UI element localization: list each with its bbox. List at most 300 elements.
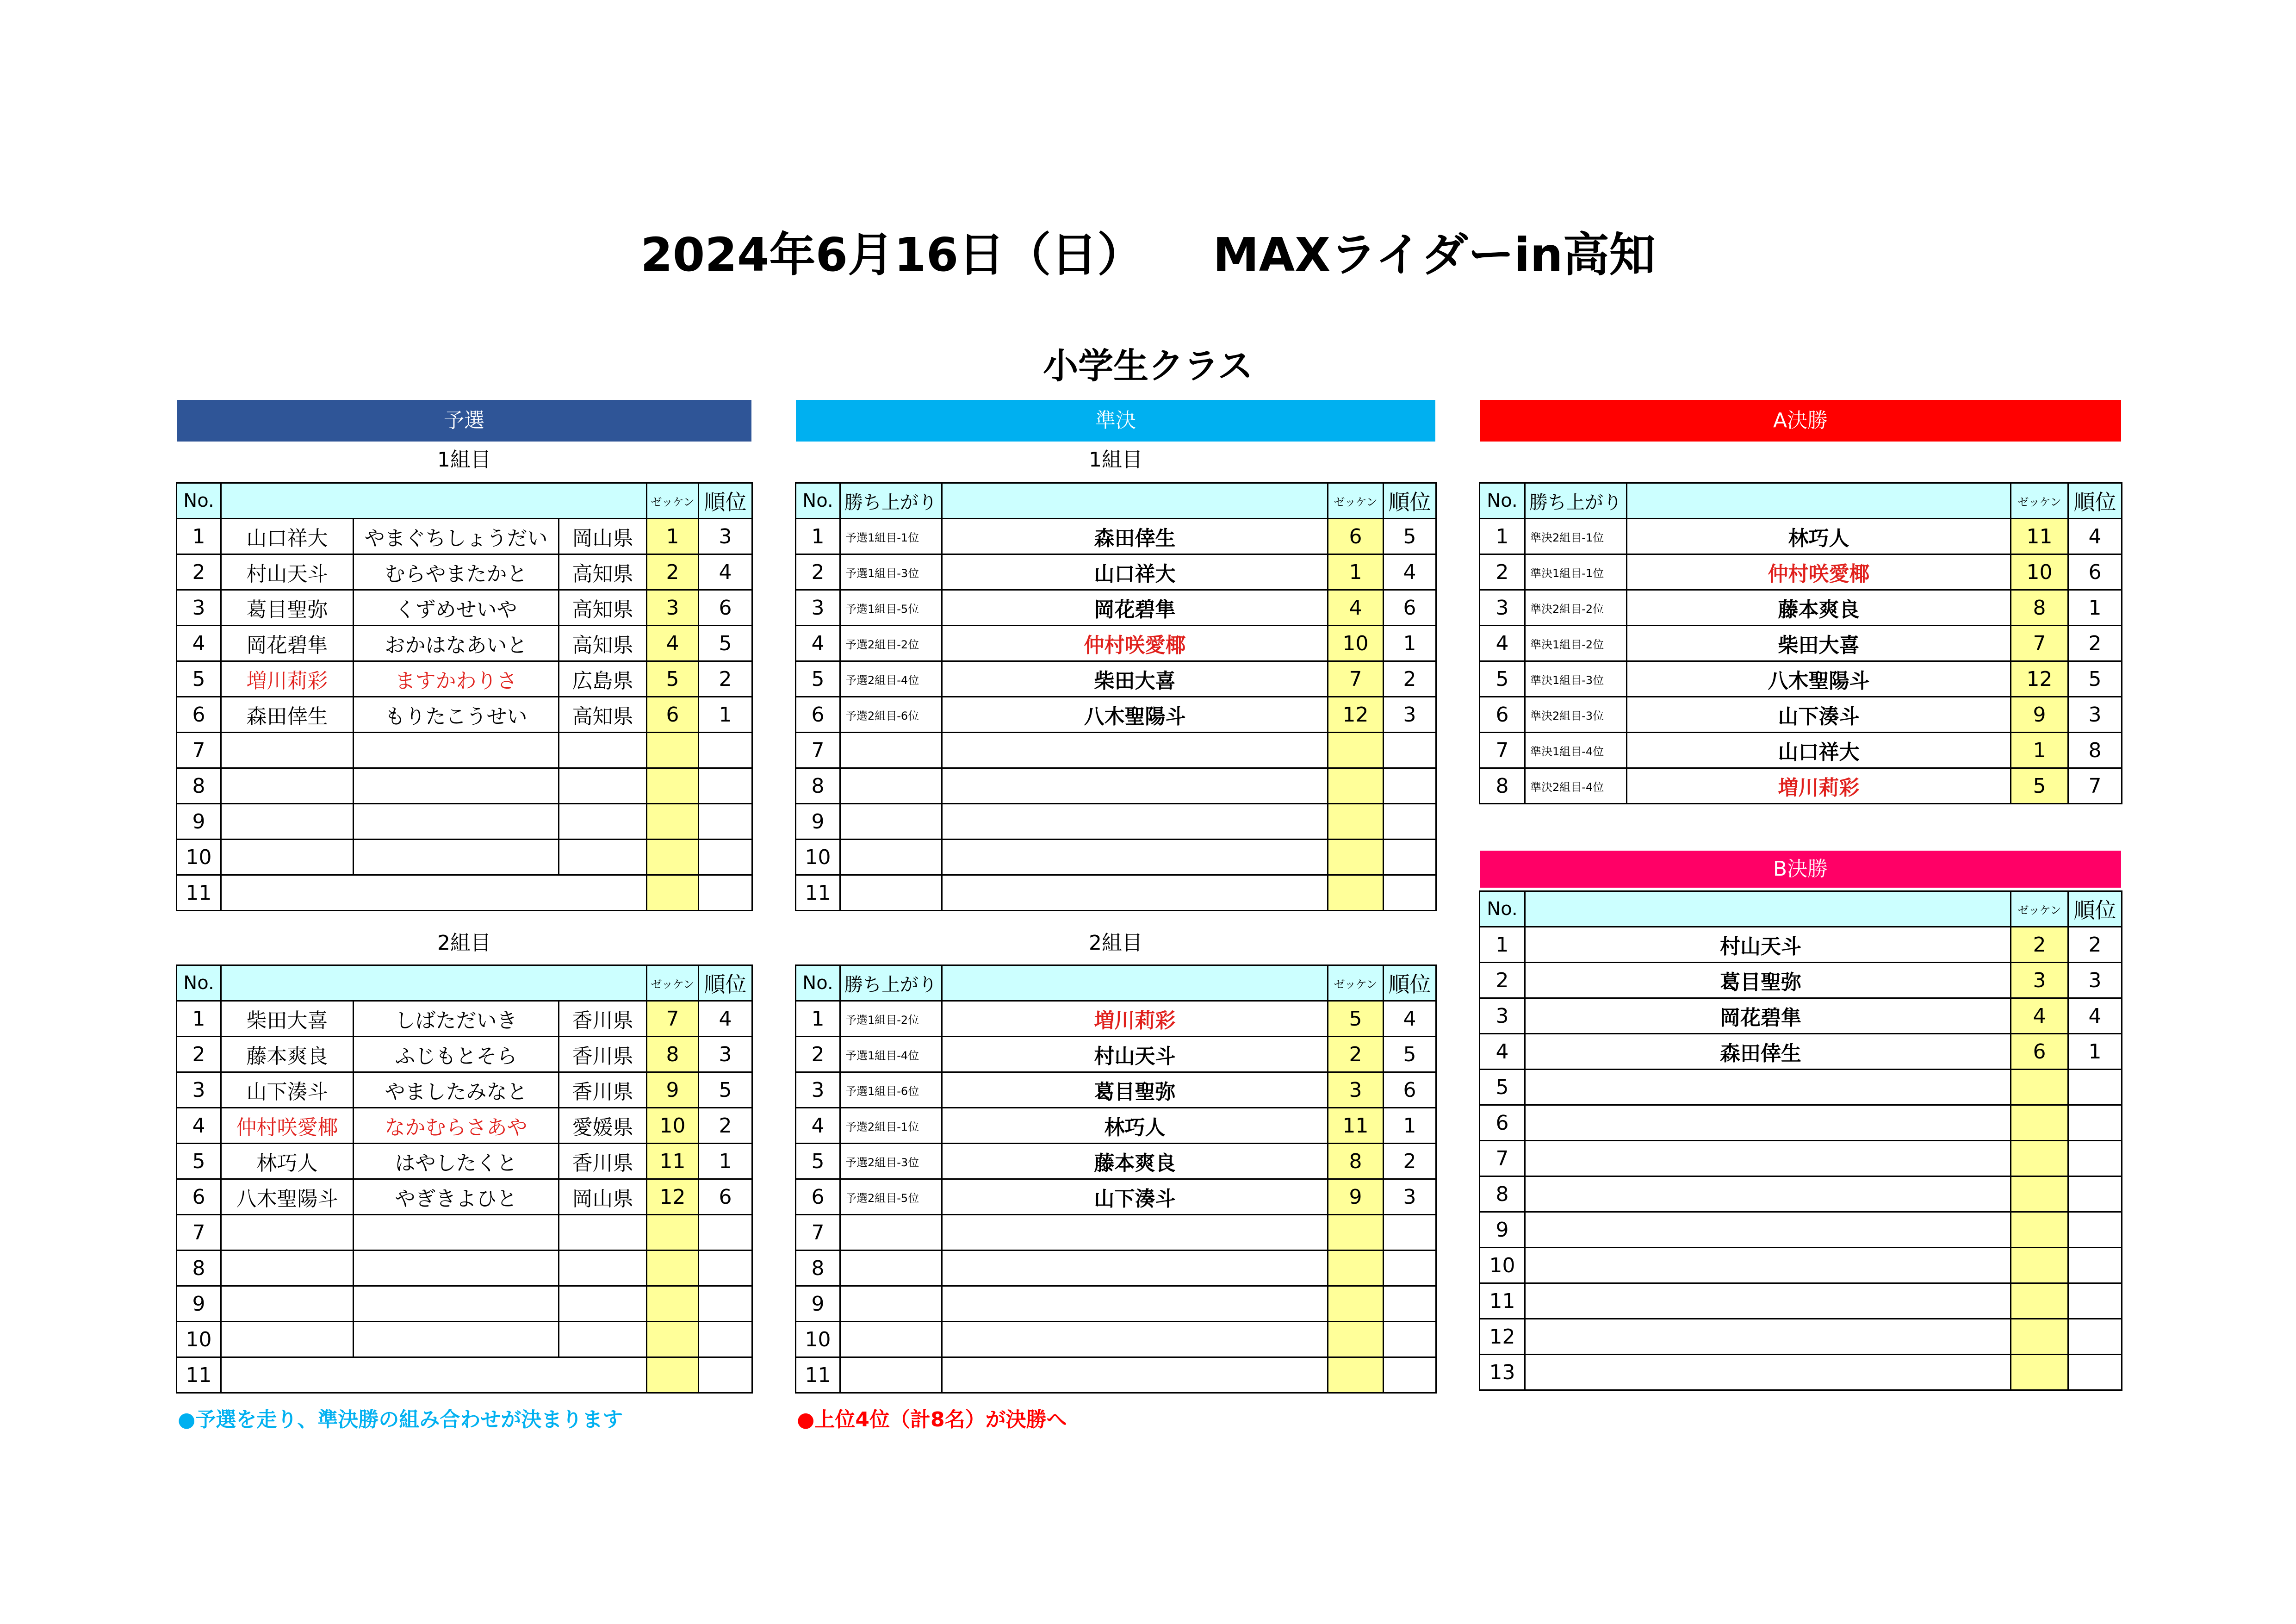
table-row xyxy=(1480,733,2122,768)
rank xyxy=(2068,1105,2122,1141)
table-row xyxy=(1480,963,2122,998)
zekken: 2 xyxy=(1328,1037,1384,1072)
advanced-from: 予選2組目-1位 xyxy=(840,1108,942,1144)
header-from: 勝ち上がり xyxy=(1525,483,1627,519)
table-row xyxy=(796,875,1436,911)
junketsu-group2-label: 2組目 xyxy=(1089,931,1142,955)
table-row xyxy=(796,1286,1436,1322)
row-no: 4 xyxy=(1480,626,1525,661)
row-no: 3 xyxy=(1480,998,1525,1034)
rider-kana xyxy=(354,804,559,840)
class-title: 小学生クラス xyxy=(1043,345,1253,386)
yosen-group2-label: 2組目 xyxy=(437,931,491,955)
table-row xyxy=(796,1215,1436,1251)
row-no: 8 xyxy=(796,768,840,804)
rider-name: 林巧人 xyxy=(221,1144,354,1179)
header-rank: 順位 xyxy=(1384,483,1436,519)
rank xyxy=(2068,1141,2122,1176)
row-no: 10 xyxy=(796,1322,840,1357)
rider-name: 八木聖陽斗 xyxy=(942,697,1328,733)
rider-prefecture: 広島県 xyxy=(559,661,647,697)
header-no: No. xyxy=(1480,891,1525,927)
row-no: 5 xyxy=(796,661,840,697)
advanced-from: 予選1組目-3位 xyxy=(840,554,942,590)
header-zekken: ゼッケン xyxy=(647,965,699,1001)
rank xyxy=(1384,840,1436,875)
zekken xyxy=(647,804,699,840)
header-row xyxy=(1480,483,2122,519)
advanced-from: 予選2組目-2位 xyxy=(840,626,942,661)
zekken xyxy=(2011,1212,2068,1248)
row-no: 1 xyxy=(1480,519,1525,554)
zekken: 1 xyxy=(647,519,699,554)
rank: 3 xyxy=(2068,963,2122,998)
zekken: 12 xyxy=(647,1179,699,1215)
table-row xyxy=(1480,1176,2122,1212)
rank: 1 xyxy=(2068,1034,2122,1070)
rider-kana: しばただいき xyxy=(354,1001,559,1037)
zekken xyxy=(1328,768,1384,804)
rider-name: 藤本爽良 xyxy=(942,1144,1328,1179)
rider-prefecture xyxy=(559,768,647,804)
rank xyxy=(699,1215,752,1251)
table-row xyxy=(1480,590,2122,626)
rider-prefecture: 高知県 xyxy=(559,697,647,733)
rider-name: 村山天斗 xyxy=(221,554,354,590)
table-row xyxy=(796,590,1436,626)
zekken xyxy=(647,1357,699,1393)
table-row xyxy=(796,1108,1436,1144)
table-row xyxy=(1480,661,2122,697)
row-no: 1 xyxy=(796,519,840,554)
row-no: 8 xyxy=(796,1251,840,1286)
rank: 4 xyxy=(1384,1001,1436,1037)
table-row xyxy=(177,1215,752,1251)
zekken: 7 xyxy=(647,1001,699,1037)
zekken: 2 xyxy=(2011,927,2068,963)
rider-name xyxy=(1525,1212,2011,1248)
rider-kana xyxy=(354,768,559,804)
table-row xyxy=(177,1001,752,1037)
advanced-from: 予選1組目-1位 xyxy=(840,519,942,554)
row-no: 8 xyxy=(1480,1176,1525,1212)
table-row xyxy=(177,1179,752,1215)
rider-name xyxy=(942,1251,1328,1286)
rank xyxy=(699,1286,752,1322)
rider-prefecture: 岡山県 xyxy=(559,1179,647,1215)
rider-name: 山下湊斗 xyxy=(942,1179,1328,1215)
rider-kana xyxy=(354,1215,559,1251)
rider-name: 柴田大喜 xyxy=(221,1001,354,1037)
header-row xyxy=(796,965,1436,1001)
zekken: 11 xyxy=(2011,519,2068,554)
row-no: 5 xyxy=(177,661,221,697)
table-row xyxy=(1480,1283,2122,1319)
rank xyxy=(699,804,752,840)
zekken: 3 xyxy=(2011,963,2068,998)
junketsu-banner: 準決 xyxy=(796,400,1435,442)
a-final-banner: A決勝 xyxy=(1480,400,2121,442)
table-row xyxy=(1480,554,2122,590)
rank: 2 xyxy=(1384,661,1436,697)
rider-name xyxy=(1525,1070,2011,1105)
rank xyxy=(2068,1283,2122,1319)
row-no: 2 xyxy=(1480,963,1525,998)
zekken: 12 xyxy=(1328,697,1384,733)
table-row xyxy=(796,804,1436,840)
rider-prefecture: 香川県 xyxy=(559,1001,647,1037)
table-row xyxy=(1480,1141,2122,1176)
yosen-banner: 予選 xyxy=(177,400,751,442)
zekken: 7 xyxy=(1328,661,1384,697)
advanced-from: 予選1組目-5位 xyxy=(840,590,942,626)
row-no: 6 xyxy=(1480,697,1525,733)
rank: 5 xyxy=(1384,519,1436,554)
rank xyxy=(2068,1070,2122,1105)
advanced-from xyxy=(840,804,942,840)
advanced-from: 予選2組目-5位 xyxy=(840,1179,942,1215)
header-blank xyxy=(221,965,647,1001)
header-row xyxy=(1480,891,2122,927)
row-no: 10 xyxy=(177,1322,221,1357)
rank xyxy=(1384,1215,1436,1251)
rank: 2 xyxy=(699,1108,752,1144)
rider-kana: ますかわりさ xyxy=(354,661,559,697)
zekken: 5 xyxy=(647,661,699,697)
rider-name xyxy=(221,733,354,768)
table-row xyxy=(177,590,752,626)
table-row xyxy=(796,1001,1436,1037)
rank xyxy=(2068,1176,2122,1212)
rider-prefecture: 香川県 xyxy=(559,1144,647,1179)
rider-prefecture xyxy=(559,733,647,768)
rank: 7 xyxy=(2068,768,2122,804)
header-zekken: ゼッケン xyxy=(2011,483,2068,519)
rider-name xyxy=(221,1286,354,1322)
row-no: 6 xyxy=(177,1179,221,1215)
header-row xyxy=(796,483,1436,519)
table-row xyxy=(796,697,1436,733)
rank: 6 xyxy=(699,590,752,626)
header-no: No. xyxy=(177,483,221,519)
rank xyxy=(2068,1319,2122,1355)
rider-kana: くずめせいや xyxy=(354,590,559,626)
advanced-from: 準決1組目-2位 xyxy=(1525,626,1627,661)
empty-merged xyxy=(221,875,647,911)
table-row xyxy=(177,519,752,554)
zekken: 5 xyxy=(2011,768,2068,804)
zekken: 4 xyxy=(1328,590,1384,626)
rider-prefecture: 愛媛県 xyxy=(559,1108,647,1144)
table-row xyxy=(177,1357,752,1393)
rider-name xyxy=(221,840,354,875)
zekken xyxy=(1328,875,1384,911)
zekken: 10 xyxy=(2011,554,2068,590)
rider-name: 八木聖陽斗 xyxy=(1627,661,2011,697)
table-row xyxy=(1480,1319,2122,1355)
rider-prefecture: 香川県 xyxy=(559,1037,647,1072)
table-row xyxy=(796,840,1436,875)
table-row xyxy=(796,661,1436,697)
header-blank xyxy=(942,483,1328,519)
table-row xyxy=(796,626,1436,661)
table-row xyxy=(796,1037,1436,1072)
rank: 6 xyxy=(2068,554,2122,590)
row-no: 9 xyxy=(796,1286,840,1322)
row-no: 1 xyxy=(177,519,221,554)
rank xyxy=(1384,875,1436,911)
rider-kana xyxy=(354,840,559,875)
table-row xyxy=(177,554,752,590)
rider-name xyxy=(942,768,1328,804)
row-no: 6 xyxy=(177,697,221,733)
rank: 5 xyxy=(699,626,752,661)
table-row xyxy=(1480,1248,2122,1283)
row-no: 11 xyxy=(796,875,840,911)
row-no: 5 xyxy=(1480,1070,1525,1105)
rank: 3 xyxy=(2068,697,2122,733)
row-no: 9 xyxy=(177,804,221,840)
rider-prefecture: 岡山県 xyxy=(559,519,647,554)
zekken: 3 xyxy=(1328,1072,1384,1108)
rider-name: 山下湊斗 xyxy=(221,1072,354,1108)
yosen-group1-table xyxy=(176,482,753,911)
row-no: 4 xyxy=(1480,1034,1525,1070)
zekken xyxy=(647,1322,699,1357)
row-no: 3 xyxy=(177,590,221,626)
row-no: 2 xyxy=(796,554,840,590)
row-no: 7 xyxy=(796,733,840,768)
advanced-from: 準決2組目-1位 xyxy=(1525,519,1627,554)
rider-name: 山下湊斗 xyxy=(1627,697,2011,733)
junketsu-group1-table xyxy=(795,482,1437,911)
header-zekken: ゼッケン xyxy=(647,483,699,519)
rider-name: 村山天斗 xyxy=(1525,927,2011,963)
advanced-from: 予選2組目-4位 xyxy=(840,661,942,697)
row-no: 8 xyxy=(1480,768,1525,804)
advanced-from xyxy=(840,875,942,911)
zekken: 6 xyxy=(647,697,699,733)
row-no: 7 xyxy=(1480,1141,1525,1176)
rider-name: 仲村咲愛椰 xyxy=(1627,554,2011,590)
advanced-from xyxy=(840,1286,942,1322)
header-blank xyxy=(942,965,1328,1001)
advanced-from xyxy=(840,1251,942,1286)
row-no: 11 xyxy=(177,1357,221,1393)
zekken xyxy=(1328,733,1384,768)
rank xyxy=(699,1357,752,1393)
rank xyxy=(699,875,752,911)
rank: 5 xyxy=(1384,1037,1436,1072)
rider-name xyxy=(942,804,1328,840)
rider-name: 森田倖生 xyxy=(1525,1034,2011,1070)
zekken: 10 xyxy=(647,1108,699,1144)
row-no: 12 xyxy=(1480,1319,1525,1355)
table-row xyxy=(1480,998,2122,1034)
advanced-from: 準決1組目-3位 xyxy=(1525,661,1627,697)
zekken: 8 xyxy=(647,1037,699,1072)
b-final-table xyxy=(1479,890,2122,1391)
table-row xyxy=(796,768,1436,804)
zekken xyxy=(1328,1215,1384,1251)
row-no: 9 xyxy=(796,804,840,840)
row-no: 11 xyxy=(1480,1283,1525,1319)
yosen-group2-table xyxy=(176,964,753,1394)
header-from: 勝ち上がり xyxy=(840,965,942,1001)
table-row xyxy=(1480,1212,2122,1248)
advanced-from: 予選1組目-2位 xyxy=(840,1001,942,1037)
table-row xyxy=(1480,1070,2122,1105)
row-no: 2 xyxy=(796,1037,840,1072)
rank: 4 xyxy=(699,554,752,590)
row-no: 9 xyxy=(177,1286,221,1322)
rider-prefecture xyxy=(559,1286,647,1322)
table-row xyxy=(177,661,752,697)
rider-kana: やまぐちしょうだい xyxy=(354,519,559,554)
zekken: 11 xyxy=(1328,1108,1384,1144)
zekken: 4 xyxy=(2011,998,2068,1034)
row-no: 2 xyxy=(177,554,221,590)
rider-name xyxy=(942,1286,1328,1322)
rider-name: 村山天斗 xyxy=(942,1037,1328,1072)
header-zekken: ゼッケン xyxy=(1328,965,1384,1001)
junketsu-group2-table xyxy=(795,964,1437,1394)
rider-prefecture: 高知県 xyxy=(559,626,647,661)
rider-prefecture xyxy=(559,804,647,840)
zekken xyxy=(647,875,699,911)
row-no: 2 xyxy=(177,1037,221,1072)
rider-kana xyxy=(354,733,559,768)
rider-name xyxy=(1525,1248,2011,1283)
rank: 2 xyxy=(699,661,752,697)
rider-kana: むらやまたかと xyxy=(354,554,559,590)
row-no: 3 xyxy=(796,1072,840,1108)
rider-kana: ふじもとそら xyxy=(354,1037,559,1072)
rank xyxy=(2068,1355,2122,1390)
rank: 6 xyxy=(1384,590,1436,626)
zekken: 9 xyxy=(1328,1179,1384,1215)
table-row xyxy=(796,733,1436,768)
rider-name: 増川莉彩 xyxy=(221,661,354,697)
zekken xyxy=(1328,804,1384,840)
row-no: 11 xyxy=(796,1357,840,1393)
rank xyxy=(1384,1286,1436,1322)
row-no: 8 xyxy=(177,768,221,804)
table-row xyxy=(796,1357,1436,1393)
zekken: 3 xyxy=(647,590,699,626)
rank: 4 xyxy=(2068,519,2122,554)
rider-name: 仲村咲愛椰 xyxy=(221,1108,354,1144)
rider-name: 岡花碧隼 xyxy=(221,626,354,661)
table-row xyxy=(796,1322,1436,1357)
rider-kana: はやしたくと xyxy=(354,1144,559,1179)
header-no: No. xyxy=(177,965,221,1001)
rider-name xyxy=(221,804,354,840)
row-no: 7 xyxy=(796,1215,840,1251)
zekken xyxy=(2011,1105,2068,1141)
rider-kana xyxy=(354,1286,559,1322)
rider-name: 林巧人 xyxy=(1627,519,2011,554)
rider-kana xyxy=(354,1322,559,1357)
zekken xyxy=(2011,1176,2068,1212)
rank: 3 xyxy=(1384,1179,1436,1215)
table-row xyxy=(796,554,1436,590)
zekken: 9 xyxy=(2011,697,2068,733)
rider-name: 森田倖生 xyxy=(221,697,354,733)
rank: 3 xyxy=(699,1037,752,1072)
rider-name: 葛目聖弥 xyxy=(1525,963,2011,998)
row-no: 4 xyxy=(177,1108,221,1144)
zekken xyxy=(647,840,699,875)
header-rank: 順位 xyxy=(699,483,752,519)
rank: 1 xyxy=(1384,1108,1436,1144)
rank xyxy=(1384,768,1436,804)
rider-prefecture xyxy=(559,1251,647,1286)
rank: 5 xyxy=(2068,661,2122,697)
rider-kana: やぎきよひと xyxy=(354,1179,559,1215)
zekken xyxy=(1328,840,1384,875)
rider-name xyxy=(1525,1141,2011,1176)
rank xyxy=(699,1251,752,1286)
rider-name: 林巧人 xyxy=(942,1108,1328,1144)
zekken xyxy=(1328,1251,1384,1286)
rank: 6 xyxy=(1384,1072,1436,1108)
rider-name: 藤本爽良 xyxy=(221,1037,354,1072)
advanced-from: 予選1組目-6位 xyxy=(840,1072,942,1108)
rider-name xyxy=(1525,1105,2011,1141)
table-row xyxy=(177,1286,752,1322)
rank: 2 xyxy=(2068,927,2122,963)
zekken: 10 xyxy=(1328,626,1384,661)
rank: 8 xyxy=(2068,733,2122,768)
header-no: No. xyxy=(796,483,840,519)
table-row xyxy=(796,1144,1436,1179)
rider-name xyxy=(221,1215,354,1251)
table-row xyxy=(177,875,752,911)
zekken xyxy=(2011,1319,2068,1355)
rider-name xyxy=(942,1322,1328,1357)
zekken: 6 xyxy=(1328,519,1384,554)
table-row xyxy=(796,1072,1436,1108)
rank xyxy=(1384,733,1436,768)
b-final-banner: B決勝 xyxy=(1480,851,2121,888)
zekken xyxy=(2011,1355,2068,1390)
rider-name: 藤本爽良 xyxy=(1627,590,2011,626)
rider-name xyxy=(942,733,1328,768)
table-row xyxy=(796,1251,1436,1286)
advanced-from: 予選1組目-4位 xyxy=(840,1037,942,1072)
zekken: 4 xyxy=(647,626,699,661)
rider-name xyxy=(942,875,1328,911)
zekken: 8 xyxy=(2011,590,2068,626)
table-row xyxy=(796,1179,1436,1215)
table-row xyxy=(177,733,752,768)
page-title: 2024年6月16日（日） MAXライダーin高知 xyxy=(640,228,1656,282)
rank: 1 xyxy=(1384,626,1436,661)
header-no: No. xyxy=(1480,483,1525,519)
rider-name: 山口祥大 xyxy=(1627,733,2011,768)
rank xyxy=(1384,1357,1436,1393)
row-no: 11 xyxy=(177,875,221,911)
yosen-note: ●予選を走り、準決勝の組み合わせが決まります xyxy=(178,1408,623,1431)
rider-name: 葛目聖弥 xyxy=(942,1072,1328,1108)
zekken: 2 xyxy=(647,554,699,590)
rider-name xyxy=(942,1357,1328,1393)
rider-name xyxy=(1525,1283,2011,1319)
rider-name: 森田倖生 xyxy=(942,519,1328,554)
rider-name: 山口祥大 xyxy=(221,519,354,554)
row-no: 5 xyxy=(796,1144,840,1179)
